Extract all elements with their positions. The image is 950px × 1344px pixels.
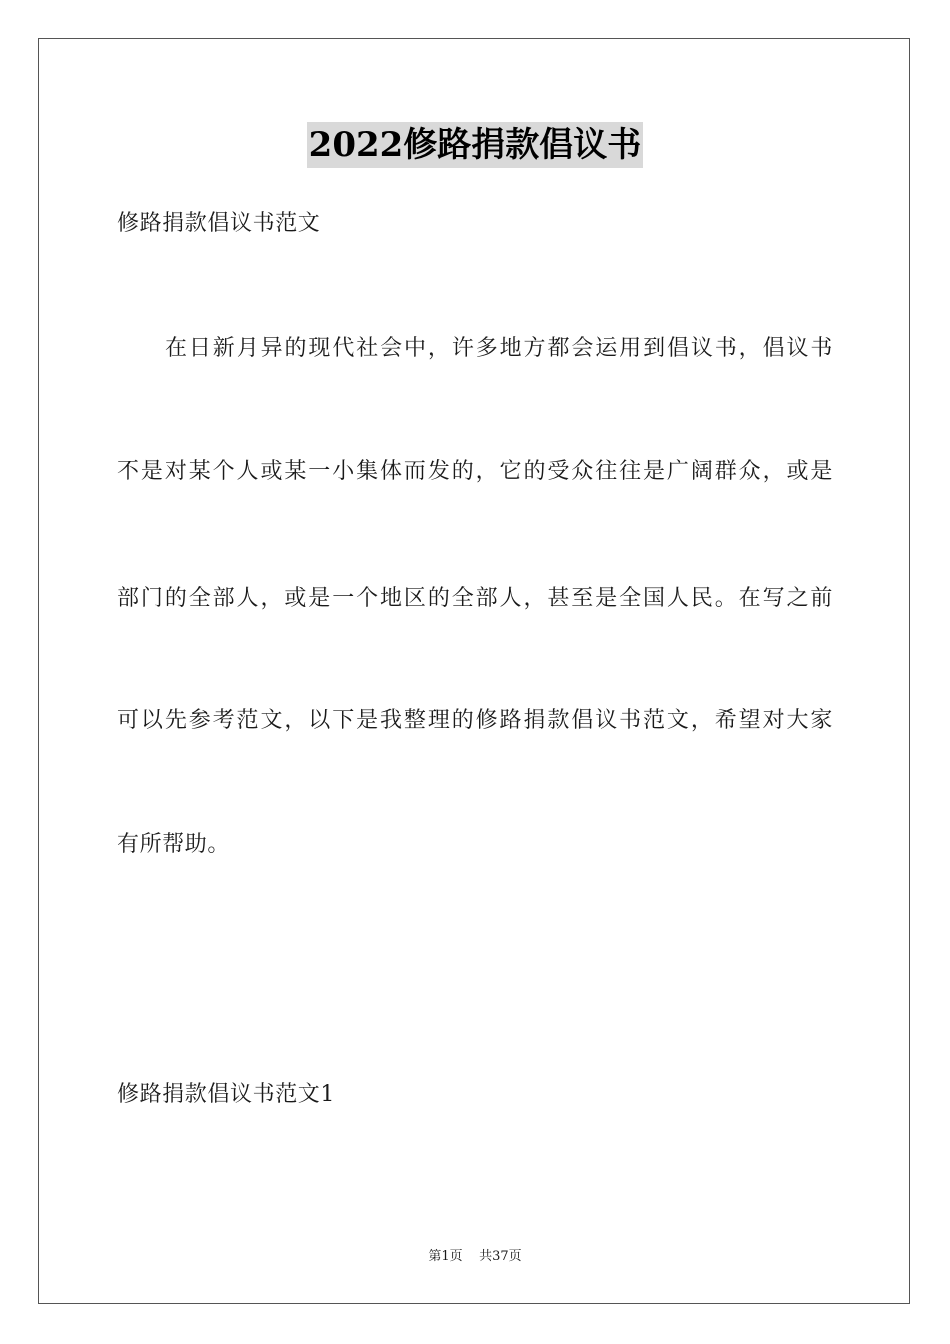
- page-number: 第1页: [428, 1249, 463, 1264]
- title-container: [0, 122, 950, 168]
- document-subtitle: 修路捐款倡议书范文: [117, 211, 321, 236]
- body-line-5: 有所帮助。: [117, 832, 231, 857]
- document-title: 2022修路捐款倡议书: [307, 122, 644, 168]
- section-heading: 修路捐款倡议书范文1: [117, 1082, 335, 1107]
- page-total: 共37页: [479, 1249, 522, 1264]
- page-footer: [0, 1248, 950, 1266]
- body-line-4: 可以先参考范文，以下是我整理的修路捐款倡议书范文，希望对大家: [117, 708, 833, 733]
- body-line-3: 部门的全部人，或是一个地区的全部人，甚至是全国人民。在写之前: [117, 586, 833, 611]
- body-line-2: 不是对某个人或某一小集体而发的，它的受众往往是广阔群众，或是: [117, 459, 833, 484]
- body-line-1: 在日新月异的现代社会中，许多地方都会运用到倡议书，倡议书: [165, 336, 833, 361]
